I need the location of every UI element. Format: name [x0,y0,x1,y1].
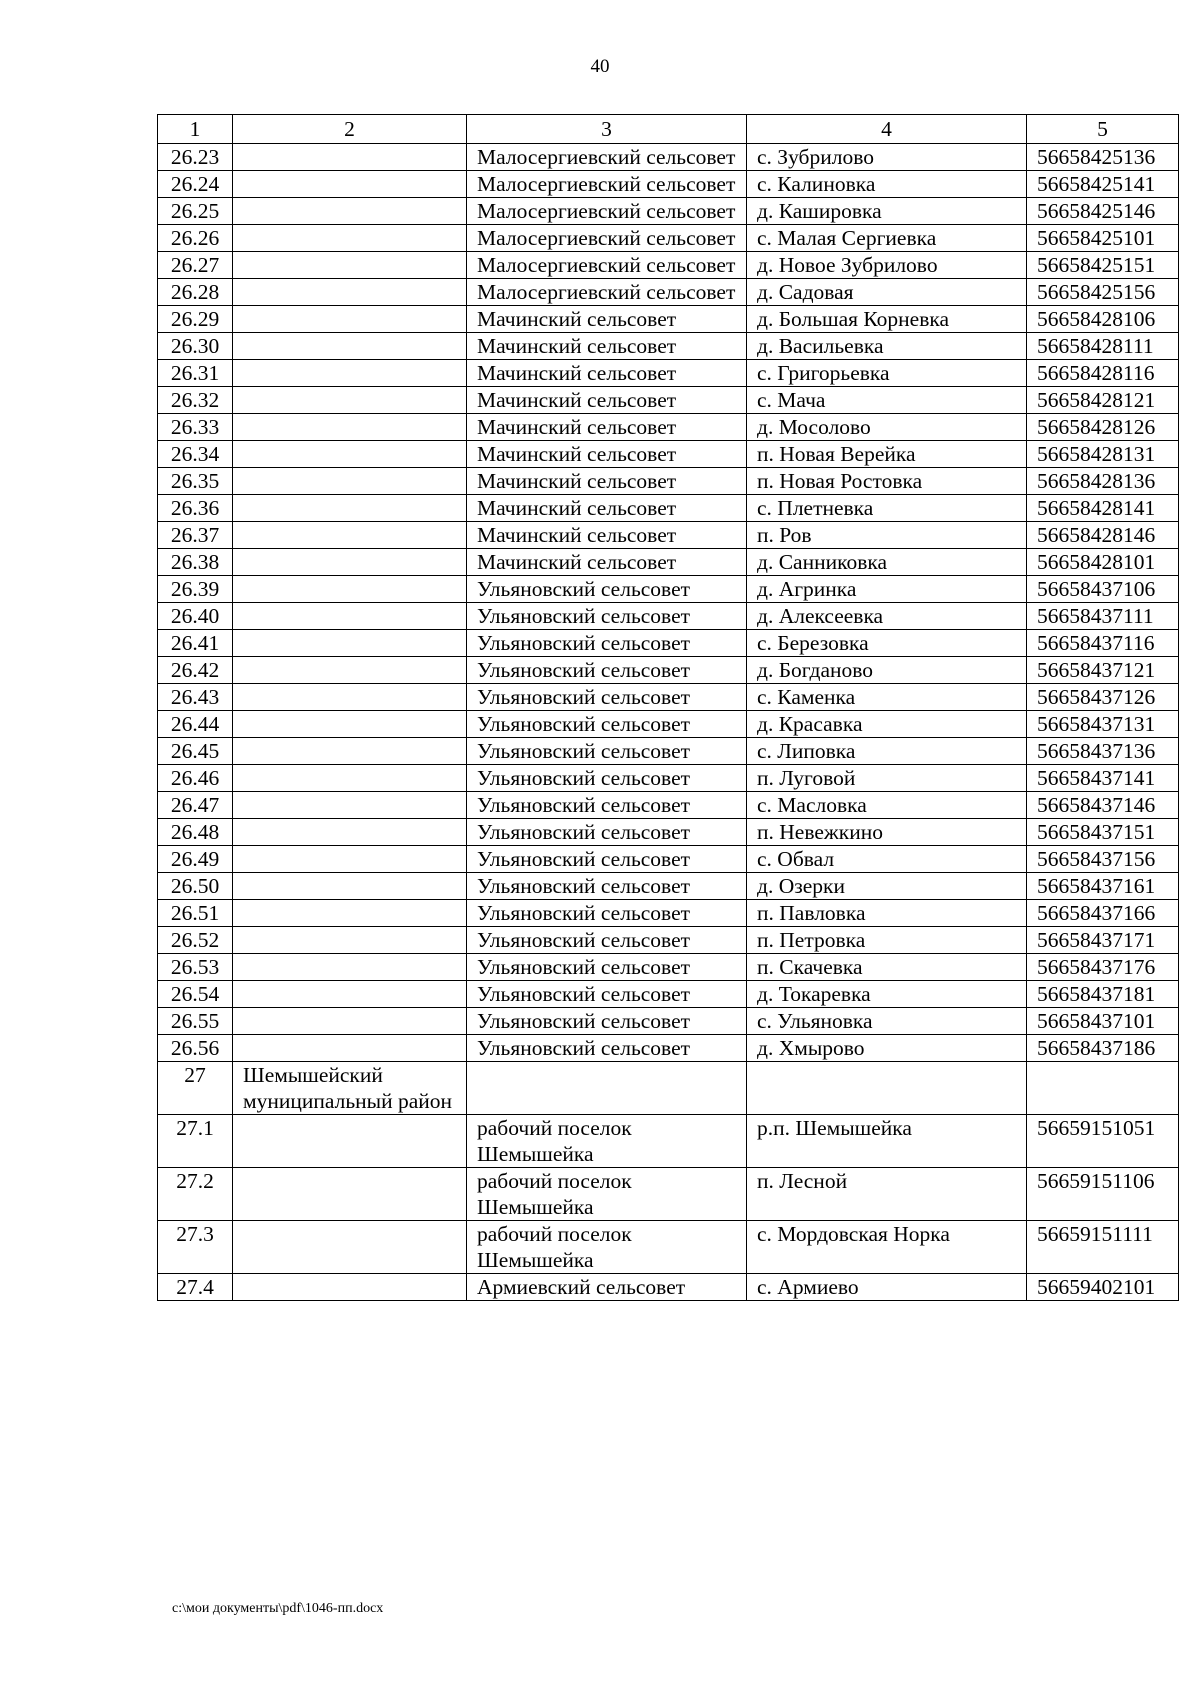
oktmo-code-cell: 56658437156 [1027,846,1179,873]
oktmo-code-cell: 56658428116 [1027,360,1179,387]
district-cell [233,225,467,252]
table-row [158,468,1179,495]
table-row [158,576,1179,603]
district-cell [233,360,467,387]
council-cell: рабочий поселок Шемышейка [467,1221,747,1274]
row-number-cell: 26.30 [158,333,233,360]
settlement-cell: р.п. Шемышейка [747,1115,1027,1168]
council-cell: Мачинский сельсовет [467,333,747,360]
oktmo-code-cell: 56658437171 [1027,927,1179,954]
council-cell: Мачинский сельсовет [467,441,747,468]
settlement-cell: п. Невежкино [747,819,1027,846]
table-row [158,630,1179,657]
settlement-cell: д. Богданово [747,657,1027,684]
row-number-cell: 26.51 [158,900,233,927]
district-cell [233,1274,467,1301]
settlement-cell: п. Ров [747,522,1027,549]
council-cell: Малосергиевский сельсовет [467,279,747,306]
page-number: 40 [590,56,610,77]
oktmo-code-cell: 56658428101 [1027,549,1179,576]
row-number-cell: 26.23 [158,144,233,171]
council-cell: Ульяновский сельсовет [467,657,747,684]
council-cell: Ульяновский сельсовет [467,792,747,819]
table-row [158,198,1179,225]
oktmo-code-cell: 56658428111 [1027,333,1179,360]
oktmo-code-cell: 56658428146 [1027,522,1179,549]
table-row [158,279,1179,306]
header-col-5: 5 [1027,115,1179,144]
row-number-cell: 27.3 [158,1221,233,1274]
council-cell: Малосергиевский сельсовет [467,144,747,171]
oktmo-code-cell: 56658425101 [1027,225,1179,252]
table-row [158,900,1179,927]
council-cell: рабочий поселок Шемышейка [467,1168,747,1221]
council-cell: Армиевский сельсовет [467,1274,747,1301]
settlement-cell: п. Новая Ростовка [747,468,1027,495]
row-number-cell: 26.27 [158,252,233,279]
settlement-cell: д. Большая Корневка [747,306,1027,333]
council-cell: Ульяновский сельсовет [467,738,747,765]
district-cell [233,333,467,360]
settlement-cell: с. Плетневка [747,495,1027,522]
district-cell [233,306,467,333]
settlement-cell: с. Каменка [747,684,1027,711]
table-body [158,144,1179,1301]
settlement-cell: с. Ульяновка [747,1008,1027,1035]
settlement-cell: д. Озерки [747,873,1027,900]
council-cell: Мачинский сельсовет [467,360,747,387]
row-number-cell: 26.43 [158,684,233,711]
settlement-cell: с. Березовка [747,630,1027,657]
oktmo-code-cell: 56658437111 [1027,603,1179,630]
oktmo-code-cell: 56658428141 [1027,495,1179,522]
row-number-cell: 26.46 [158,765,233,792]
table-row [158,144,1179,171]
council-cell: Ульяновский сельсовет [467,603,747,630]
council-cell: Мачинский сельсовет [467,522,747,549]
row-number-cell: 26.24 [158,171,233,198]
table-row [158,1274,1179,1301]
council-cell: Мачинский сельсовет [467,468,747,495]
settlement-cell: д. Токаревка [747,981,1027,1008]
row-number-cell: 26.53 [158,954,233,981]
table-row [158,711,1179,738]
district-cell [233,738,467,765]
row-number-cell: 26.47 [158,792,233,819]
table-row [158,846,1179,873]
district-cell [233,414,467,441]
oktmo-code-cell: 56658437131 [1027,711,1179,738]
oktmo-code-cell: 56658437181 [1027,981,1179,1008]
settlement-cell: д. Новое Зубрилово [747,252,1027,279]
district-cell [233,981,467,1008]
oktmo-code-cell: 56658437141 [1027,765,1179,792]
district-cell [233,954,467,981]
council-cell: Ульяновский сельсовет [467,981,747,1008]
settlement-cell: п. Луговой [747,765,1027,792]
council-cell: Ульяновский сельсовет [467,954,747,981]
oktmo-code-cell: 56658437166 [1027,900,1179,927]
row-number-cell: 26.50 [158,873,233,900]
settlement-cell: п. Петровка [747,927,1027,954]
row-number-cell: 27.4 [158,1274,233,1301]
district-cell [233,684,467,711]
table-row [158,495,1179,522]
council-cell: Ульяновский сельсовет [467,711,747,738]
district-cell [233,522,467,549]
settlement-cell: д. Алексеевка [747,603,1027,630]
council-cell: Ульяновский сельсовет [467,1035,747,1062]
table-row [158,1221,1179,1274]
council-cell: Ульяновский сельсовет [467,927,747,954]
table-row [158,549,1179,576]
oktmo-code-cell: 56658437101 [1027,1008,1179,1035]
oktmo-code-cell: 56659402101 [1027,1274,1179,1301]
oktmo-code-cell: 56658437151 [1027,819,1179,846]
district-cell [233,819,467,846]
table-row [158,225,1179,252]
row-number-cell: 26.37 [158,522,233,549]
settlement-cell: с. Григорьевка [747,360,1027,387]
settlement-cell: д. Красавка [747,711,1027,738]
settlement-cell: д. Агринка [747,576,1027,603]
table-row [158,819,1179,846]
row-number-cell: 27.2 [158,1168,233,1221]
oktmo-code-cell: 56658428106 [1027,306,1179,333]
settlement-cell: п. Скачевка [747,954,1027,981]
council-cell: Малосергиевский сельсовет [467,252,747,279]
district-cell [233,1168,467,1221]
row-number-cell: 27 [158,1062,233,1115]
header-col-4: 4 [747,115,1027,144]
oktmo-code-cell: 56659151051 [1027,1115,1179,1168]
row-number-cell: 26.25 [158,198,233,225]
oktmo-code-cell: 56658425136 [1027,144,1179,171]
row-number-cell: 26.26 [158,225,233,252]
table-row [158,414,1179,441]
council-cell: Ульяновский сельсовет [467,576,747,603]
row-number-cell: 26.29 [158,306,233,333]
district-cell [233,846,467,873]
council-cell: Мачинский сельсовет [467,387,747,414]
oktmo-code-cell: 56658437136 [1027,738,1179,765]
council-cell: Малосергиевский сельсовет [467,225,747,252]
council-cell [467,1062,747,1115]
council-cell: Ульяновский сельсовет [467,630,747,657]
row-number-cell: 26.31 [158,360,233,387]
table-row [158,522,1179,549]
district-cell [233,1221,467,1274]
table-row [158,954,1179,981]
table-row [158,1062,1179,1115]
row-number-cell: 27.1 [158,1115,233,1168]
district-cell [233,252,467,279]
table-row [158,738,1179,765]
district-cell [233,927,467,954]
council-cell: Малосергиевский сельсовет [467,171,747,198]
district-cell [233,765,467,792]
row-number-cell: 26.39 [158,576,233,603]
settlement-cell: с. Мача [747,387,1027,414]
table-row [158,306,1179,333]
table-row [158,792,1179,819]
row-number-cell: 26.55 [158,1008,233,1035]
oktmo-code-cell: 56658428136 [1027,468,1179,495]
district-cell [233,198,467,225]
oktmo-code-cell: 56658425141 [1027,171,1179,198]
district-cell [233,603,467,630]
settlement-cell: д. Васильевка [747,333,1027,360]
settlement-cell: с. Армиево [747,1274,1027,1301]
settlement-cell: д. Санниковка [747,549,1027,576]
council-cell: Ульяновский сельсовет [467,819,747,846]
oktmo-code-cell: 56658425156 [1027,279,1179,306]
settlement-cell [747,1062,1027,1115]
oktmo-code-cell: 56659151111 [1027,1221,1179,1274]
oktmo-code-cell: 56658437116 [1027,630,1179,657]
oktmo-code-cell: 56658425146 [1027,198,1179,225]
table-row [158,1035,1179,1062]
district-cell [233,387,467,414]
district-cell [233,576,467,603]
row-number-cell: 26.28 [158,279,233,306]
oktmo-code-cell: 56658437146 [1027,792,1179,819]
district-cell [233,144,467,171]
row-number-cell: 26.38 [158,549,233,576]
row-number-cell: 26.45 [158,738,233,765]
table-row [158,684,1179,711]
header-row [158,115,1179,144]
row-number-cell: 26.49 [158,846,233,873]
settlement-cell: д. Хмырово [747,1035,1027,1062]
district-cell [233,657,467,684]
row-number-cell: 26.56 [158,1035,233,1062]
district-cell [233,1008,467,1035]
table-row [158,1008,1179,1035]
oktmo-code-cell: 56658437126 [1027,684,1179,711]
settlement-cell: п. Лесной [747,1168,1027,1221]
oktmo-code-cell: 56658428121 [1027,387,1179,414]
district-cell [233,495,467,522]
table-row [158,333,1179,360]
oktmo-code-cell: 56658425151 [1027,252,1179,279]
header-col-3: 3 [467,115,747,144]
oktmo-code-cell: 56658437186 [1027,1035,1179,1062]
row-number-cell: 26.41 [158,630,233,657]
council-cell: Ульяновский сельсовет [467,900,747,927]
settlements-table [157,114,1179,1301]
row-number-cell: 26.54 [158,981,233,1008]
district-cell [233,441,467,468]
oktmo-code-cell [1027,1062,1179,1115]
district-cell [233,711,467,738]
district-cell [233,171,467,198]
row-number-cell: 26.40 [158,603,233,630]
oktmo-code-cell: 56658437106 [1027,576,1179,603]
table-row [158,171,1179,198]
oktmo-code-cell: 56658428126 [1027,414,1179,441]
settlement-cell: д. Садовая [747,279,1027,306]
table-row [158,1168,1179,1221]
row-number-cell: 26.36 [158,495,233,522]
oktmo-code-cell: 56659151106 [1027,1168,1179,1221]
table-row [158,927,1179,954]
oktmo-code-cell: 56658437121 [1027,657,1179,684]
council-cell: Мачинский сельсовет [467,549,747,576]
row-number-cell: 26.34 [158,441,233,468]
header-col-1: 1 [158,115,233,144]
row-number-cell: 26.42 [158,657,233,684]
table-row [158,360,1179,387]
council-cell: Мачинский сельсовет [467,306,747,333]
settlement-cell: с. Масловка [747,792,1027,819]
table-row [158,252,1179,279]
council-cell: Ульяновский сельсовет [467,1008,747,1035]
settlement-cell: п. Павловка [747,900,1027,927]
row-number-cell: 26.35 [158,468,233,495]
oktmo-code-cell: 56658428131 [1027,441,1179,468]
council-cell: Малосергиевский сельсовет [467,198,747,225]
council-cell: Ульяновский сельсовет [467,846,747,873]
table-row [158,873,1179,900]
council-cell: Ульяновский сельсовет [467,684,747,711]
settlement-cell: с. Обвал [747,846,1027,873]
oktmo-code-cell: 56658437176 [1027,954,1179,981]
district-cell [233,279,467,306]
district-cell [233,468,467,495]
district-cell [233,630,467,657]
settlement-cell: п. Новая Верейка [747,441,1027,468]
row-number-cell: 26.44 [158,711,233,738]
header-col-2: 2 [233,115,467,144]
council-cell: Ульяновский сельсовет [467,873,747,900]
row-number-cell: 26.33 [158,414,233,441]
district-cell [233,1115,467,1168]
row-number-cell: 26.48 [158,819,233,846]
settlement-cell: с. Калиновка [747,171,1027,198]
table-row [158,765,1179,792]
table-row [158,387,1179,414]
table-row [158,441,1179,468]
settlement-cell: с. Мордовская Норка [747,1221,1027,1274]
settlement-cell: д. Мосолово [747,414,1027,441]
table-row [158,603,1179,630]
table-row [158,1115,1179,1168]
district-cell [233,900,467,927]
settlement-cell: д. Кашировка [747,198,1027,225]
district-cell [233,873,467,900]
council-cell: Мачинский сельсовет [467,495,747,522]
settlement-cell: с. Малая Сергиевка [747,225,1027,252]
district-cell [233,792,467,819]
row-number-cell: 26.32 [158,387,233,414]
council-cell: Ульяновский сельсовет [467,765,747,792]
settlement-cell: с. Зубрилово [747,144,1027,171]
row-number-cell: 26.52 [158,927,233,954]
footer-file-path: c:\мои документы\pdf\1046-пп.docx [172,1601,384,1616]
council-cell: Мачинский сельсовет [467,414,747,441]
table-header [158,115,1179,144]
district-cell [233,1035,467,1062]
oktmo-code-cell: 56658437161 [1027,873,1179,900]
settlement-cell: с. Липовка [747,738,1027,765]
council-cell: рабочий поселок Шемышейка [467,1115,747,1168]
district-cell: Шемышейский муниципальный район [233,1062,467,1115]
district-cell [233,549,467,576]
table-row [158,657,1179,684]
table-row [158,981,1179,1008]
